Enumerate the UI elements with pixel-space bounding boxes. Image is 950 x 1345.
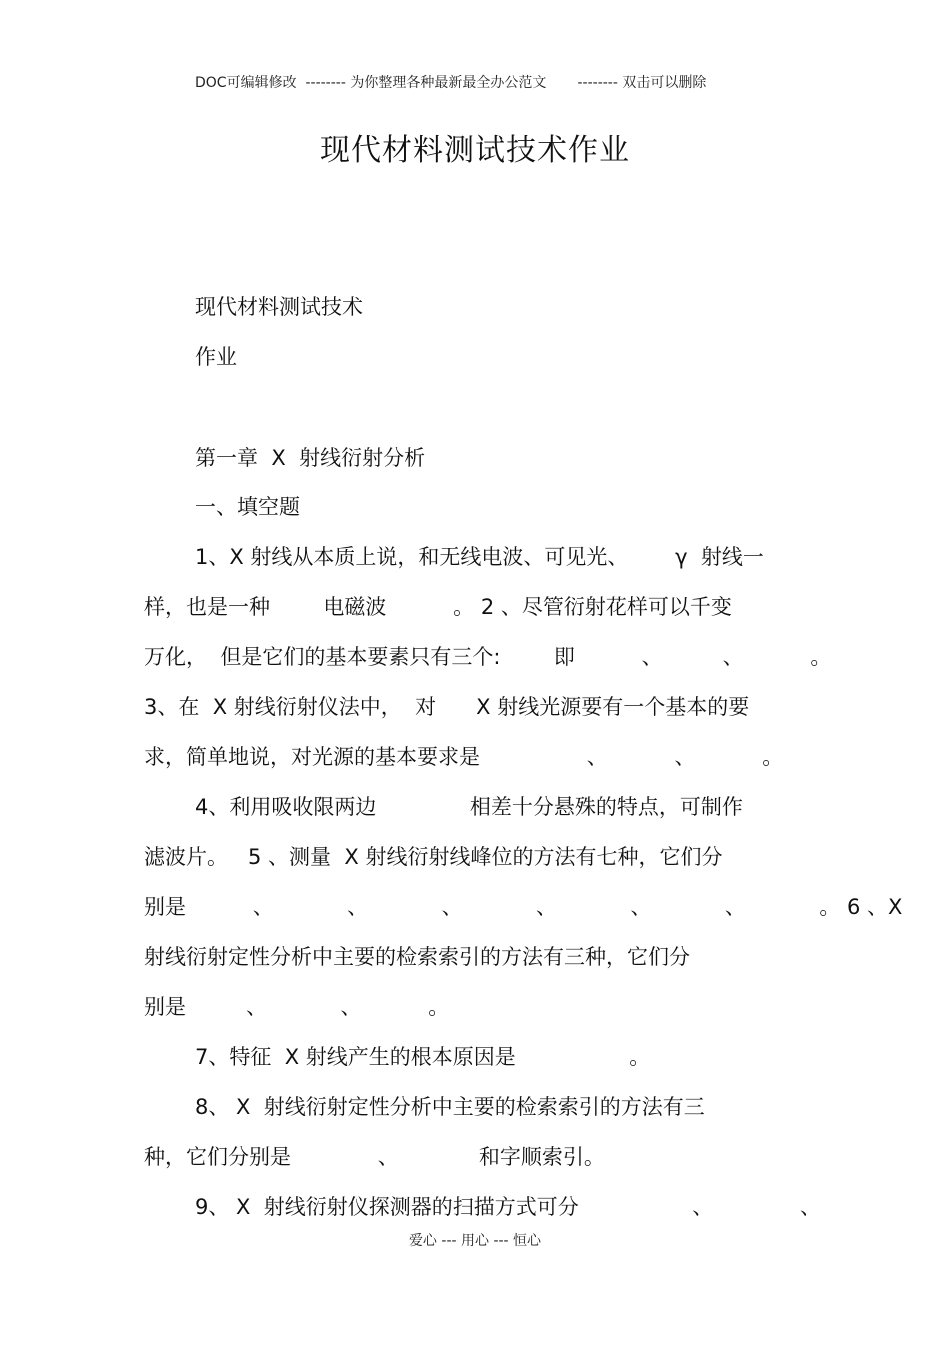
body-line: 1、X 射线从本质上说，和无线电波、可见光、 γ 射线一 [195, 545, 764, 569]
body-line: 别是 、 、 。 [144, 995, 450, 1019]
body-line: 万化， 但是它们的基本要素只有三个: 即 、 、 。 [144, 645, 832, 669]
body-line: 别是 、 、 、 、 、 、 。 6 、X [144, 895, 903, 919]
body-line: 滤波片。 5 、测量 X 射线衍射线峰位的方法有七种，它们分 [144, 845, 723, 869]
body-line: 3、在 X 射线衍射仪法中， 对 X 射线光源要有一个基本的要 [144, 695, 750, 719]
body-line: 8、 X 射线衍射定性分析中主要的检索索引的方法有三 [195, 1095, 705, 1119]
body-line: 射线衍射定性分析中主要的检索索引的方法有三种，它们分 [144, 945, 690, 969]
body-line: 4、利用吸收限两边 相差十分悬殊的特点，可制作 [195, 795, 743, 819]
body-line: 求，简单地说，对光源的基本要求是 、 、 。 [144, 745, 784, 769]
page-footer: 爱心 --- 用心 --- 恒心 [408, 1233, 542, 1249]
page-header: DOC可编辑修改 -------- 为你整理各种最新最全办公范文 -------- 双击可以删除 [195, 75, 707, 91]
body-line: 9、 X 射线衍射仪探测器的扫描方式可分 、 、 [195, 1195, 822, 1219]
chapter-heading: 第一章 X 射线衍射分析 [195, 446, 426, 470]
body-line: 种，它们分别是 、 和字顺索引。 [144, 1145, 605, 1169]
section-heading: 一、填空题 [195, 495, 300, 519]
subtitle-line-1: 现代材料测试技术 [195, 295, 363, 319]
body-line: 样，也是一种 电磁波 。 2 、尽管衍射花样可以千变 [144, 595, 732, 619]
document-title: 现代材料测试技术作业 [320, 133, 630, 168]
body-line: 7、特征 X 射线产生的根本原因是 。 [195, 1045, 651, 1069]
subtitle-line-2: 作业 [195, 345, 237, 369]
